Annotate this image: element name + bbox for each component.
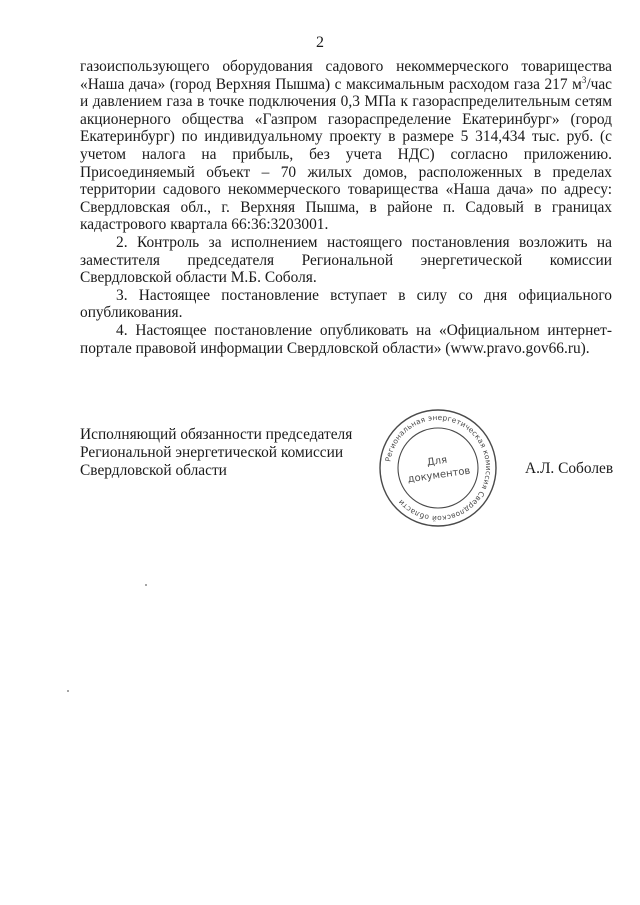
signatory-name: А.Л. Соболев xyxy=(525,460,614,477)
document-body xyxy=(80,58,612,357)
paragraph-1 xyxy=(80,58,612,234)
paragraph-1-part-a: газоиспользующего оборудования садового некоммерческого товарищества «Наша дача» (город Верхняя Пышма) с максимальным расходом газа 217 м xyxy=(80,58,612,93)
scan-speck xyxy=(145,584,147,586)
paragraph-1-part-b: /час и давлением газа в точке подключения 0,3 МПа к газораспределительным сетям акционерного общества «Газпром газораспределение Екатеринбург» (город Екатеринбург) по индивидуальному проекту в размере 5 314,434 тыс. руб. (с учетом налога на прибыль, без учета НДС) согласно приложению. Присоединяемый объект – 70 жилых домов, расположенных в пределах территории садового некоммерческого товарищества «Наша дача» по адресу: Свердловская обл., г. Верхняя Пышма, в районе п. Садовый в границах кадастрового квартала 66:36:3203001. xyxy=(80,75,612,234)
seal-center-line-2: документов xyxy=(407,465,472,486)
seal-ring-text: Региональная энергетическая комиссия Свердловской области xyxy=(383,412,494,524)
page-number: 2 xyxy=(316,34,324,51)
scan-speck xyxy=(67,690,69,692)
signatory-position-line-2: Региональной энергетической комиссии xyxy=(80,444,344,461)
signatory-position xyxy=(80,426,370,480)
signatory-position-line-1: Исполняющий обязанности председателя xyxy=(80,426,353,443)
paragraph-4: 4. Настоящее постановление опубликовать на «Официальном интернет-портале правовой информации Свердловской области» (www.pravo.gov66.ru). xyxy=(80,321,612,357)
superscript-cubic: 3 xyxy=(581,74,587,85)
svg-text:Региональная энергетическая ко xyxy=(383,413,493,523)
seal-center-line-1: Для xyxy=(426,454,448,469)
seal-stamp xyxy=(376,406,500,530)
paragraph-2: 2. Контроль за исполнением настоящего постановления возложить на заместителя председателя Региональной энергетической комиссии Свердловской области М.Б. Соболя. xyxy=(80,233,612,287)
signatory-position-line-3: Свердловской области xyxy=(80,462,227,479)
paragraph-3: 3. Настоящее постановление вступает в силу со дня официального опубликования. xyxy=(80,286,612,322)
